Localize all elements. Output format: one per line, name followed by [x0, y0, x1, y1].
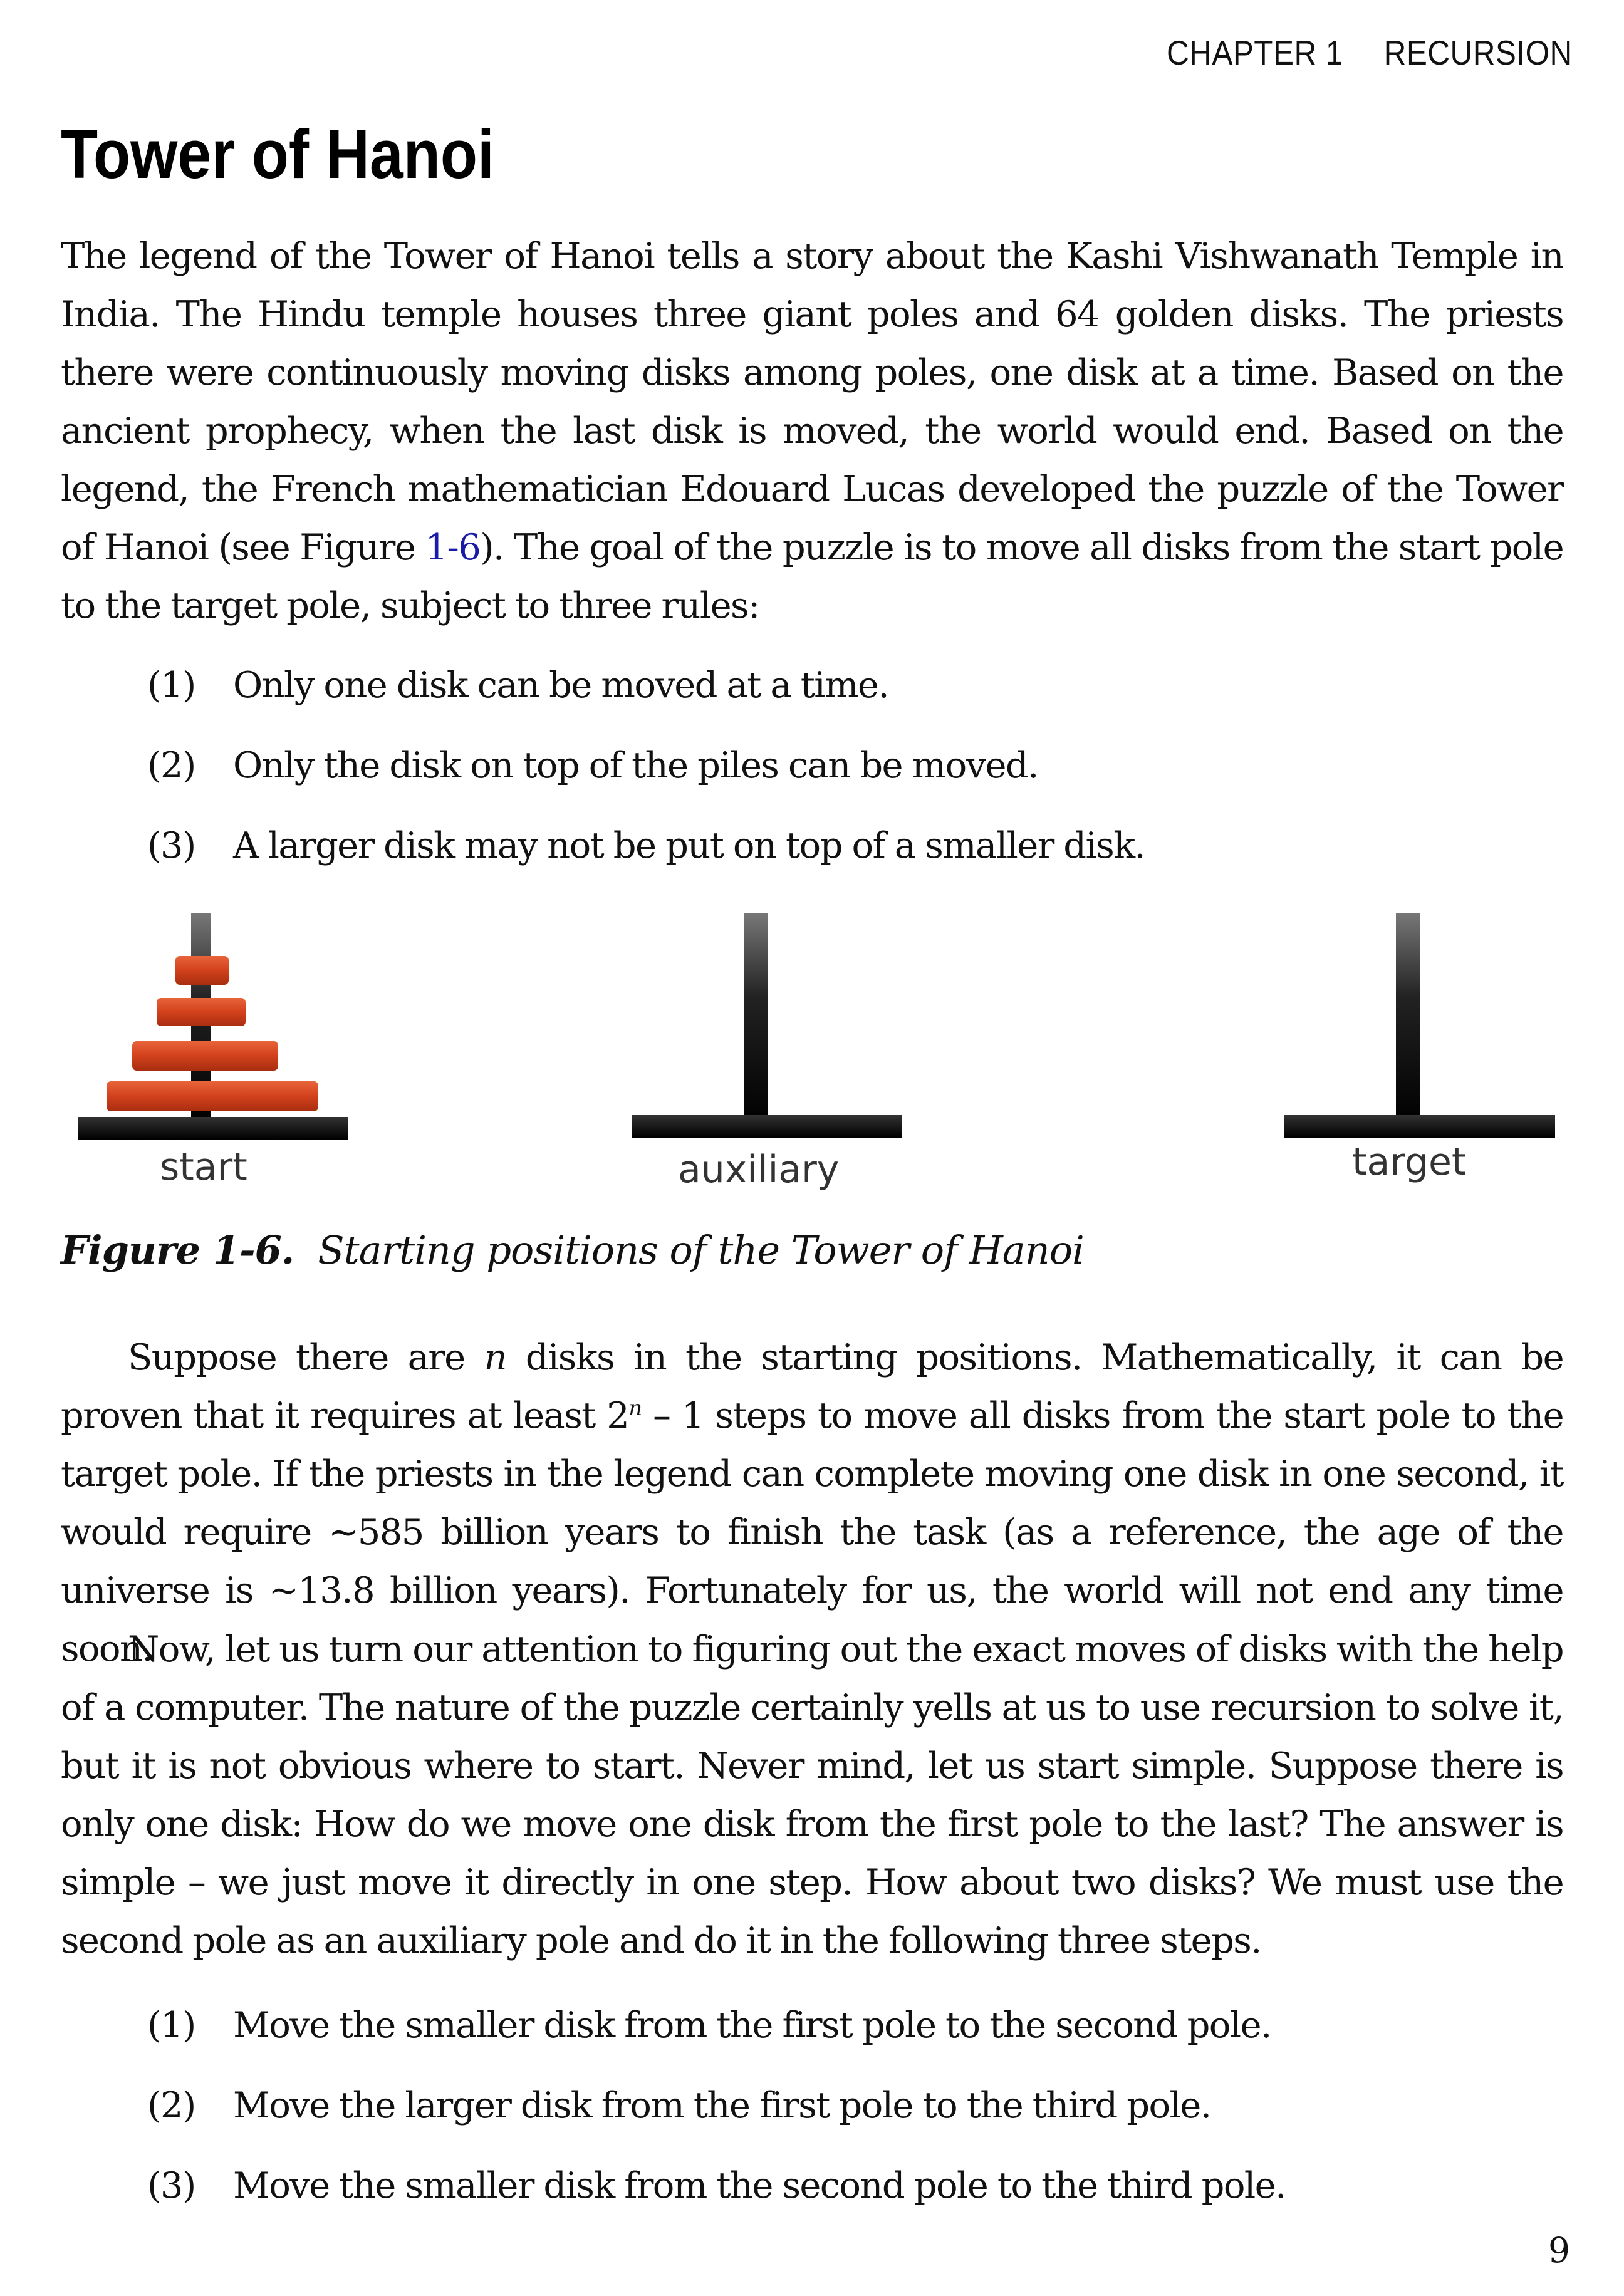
tower-of-hanoi-figure — [0, 902, 1624, 1197]
caption-label: Figure 1-6. — [61, 1227, 294, 1273]
target-base — [1284, 1115, 1555, 1138]
para2-text-a: Suppose there are — [128, 1336, 484, 1378]
disk-3 — [132, 1041, 278, 1071]
intro-text-after-link: ). The goal of the puzzle is to move all disks from the start pole to the target pole, subject to three rules: — [61, 526, 1564, 626]
rule-text: Only the disk on top of the piles can be moved. — [233, 744, 1038, 786]
caption-text: Starting positions of the Tower of Hanoi — [318, 1227, 1084, 1273]
auxiliary-pole — [744, 913, 768, 1123]
para2-text-c: – 1 steps to move all disks from the start pole to the target pole. If the priests in the legend can complete moving one disk in one second, it would require ~585 billion years to finish the task (as a reference, the age of the universe is ~13.8 billion years). Fortunately for us, the world will not end any time soon. — [61, 1395, 1563, 1670]
list-item — [61, 736, 1502, 816]
start-label: start — [160, 1145, 247, 1189]
step-number: (2) — [147, 2084, 195, 2126]
step-number: (1) — [147, 2004, 195, 2046]
rule-text: A larger disk may not be put on top of a smaller disk. — [233, 824, 1145, 866]
disk-2 — [157, 998, 246, 1026]
auxiliary-label: auxiliary — [678, 1148, 840, 1192]
header-section: RECURSION — [1383, 33, 1573, 72]
step-text: Move the smaller disk from the first pole to the second pole. — [233, 2004, 1271, 2046]
section-title: Tower of Hanoi — [61, 116, 494, 193]
step-text: Move the larger disk from the first pole to the third pole. — [233, 2084, 1211, 2126]
step-number: (3) — [147, 2164, 195, 2206]
exponent-n: n — [628, 1395, 642, 1421]
header-chapter: CHAPTER 1 — [1167, 33, 1344, 72]
rule-number: (3) — [147, 824, 195, 866]
page-number: 9 — [1548, 2230, 1570, 2270]
target-label: target — [1352, 1140, 1467, 1184]
rules-list — [61, 656, 1502, 896]
para2-text-b: disks in the starting positions. Mathematically, it can be proven that it requires at least 2 — [61, 1336, 1563, 1436]
list-item — [61, 656, 1502, 736]
target-pole — [1396, 913, 1420, 1123]
list-item — [61, 1996, 1502, 2076]
list-item — [61, 816, 1502, 896]
figure-reference-link[interactable]: 1-6 — [425, 526, 481, 568]
rule-number: (2) — [147, 744, 195, 786]
list-item — [61, 2156, 1502, 2236]
figure-caption — [61, 1227, 1084, 1273]
auxiliary-base — [632, 1115, 902, 1138]
disk-4 — [107, 1081, 318, 1111]
rule-number: (1) — [147, 664, 195, 706]
running-header — [1167, 33, 1573, 73]
body-paragraph-3: Now, let us turn our attention to figuring out the exact moves of disks with the help of a computer. The nature of the puzzle certainly yells at us to use recursion to solve it, but it is not obvious where to start. Never mind, let us start simple. Suppose there is only one disk: How do we move one disk from the first pole to the last? The answer is simple – we just move it directly in one step. How about two disks? We must use the second pole as an auxiliary pole and do it in the following three steps. — [61, 1628, 1563, 1961]
disk-1 — [175, 956, 229, 985]
variable-n: n — [484, 1336, 506, 1378]
rule-text: Only one disk can be moved at a time. — [233, 664, 889, 706]
list-item — [61, 2076, 1502, 2156]
intro-paragraph — [61, 227, 1563, 635]
steps-list — [61, 1996, 1502, 2236]
start-base — [78, 1117, 348, 1140]
intro-text-before-link: The legend of the Tower of Hanoi tells a story about the Kashi Vishwanath Temple in India. The Hindu temple houses three giant poles and 64 golden disks. The priests there were continuously moving disks among poles, one disk at a time. Based on the ancient prophecy, when the last disk is moved, the world would end. Based on the legend, the French mathematician Edouard Lucas developed the puzzle of the Tower of Hanoi (see Figure — [61, 235, 1563, 568]
step-text: Move the smaller disk from the second pole to the third pole. — [233, 2164, 1286, 2206]
